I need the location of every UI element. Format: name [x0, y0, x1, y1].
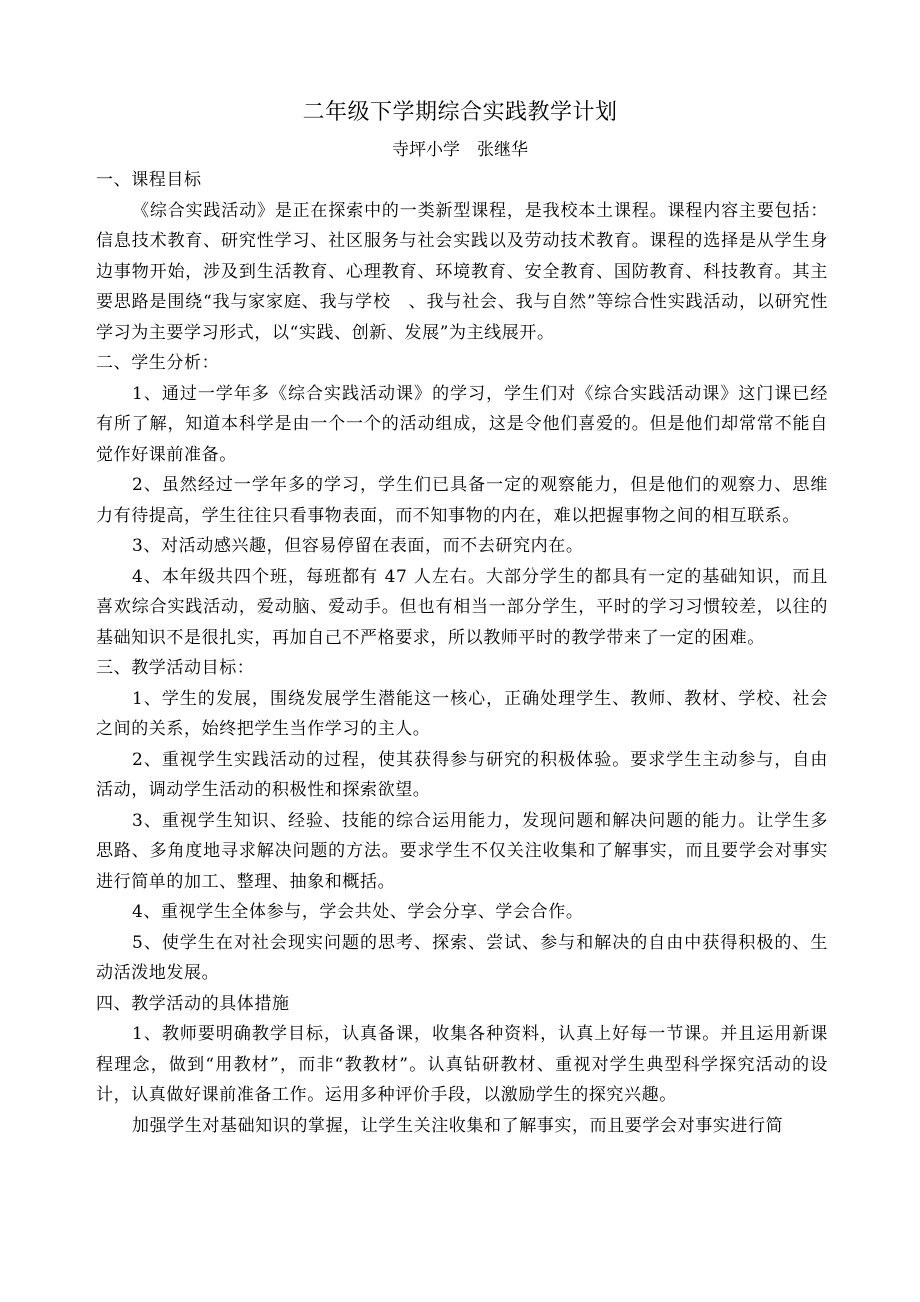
document-author: 寺坪小学 张继华 — [392, 140, 528, 160]
section-heading-student-analysis: 二、学生分析： — [96, 353, 220, 373]
paragraph: 4、本年级共四个班，每班都有 47 人左右。大部分学生的都具有一定的基础知识，而且喜欢综合实践活动，爱动脑、爱动手。但也有相当一部分学生，平时的学习习惯较差，以往的基础知识不是很扎实，再加自己不严格要求，所以教师平时的教学带来了一定的困难。 — [96, 566, 828, 648]
paragraph: 4、重视学生全体参与，学会共处、学会分享、学会合作。 — [132, 902, 584, 922]
paragraph: 1、通过一学年多《综合实践活动课》的学习，学生们对《综合实践活动课》这门课已经有所了解，知道本科学是由一个一个的活动组成，这是令他们喜爱的。但是他们却常常不能自觉作好课前准备。 — [96, 383, 828, 465]
section-heading-goals: 一、课程目标 — [96, 170, 202, 190]
paragraph: 1、教师要明确教学目标，认真备课，收集各种资料，认真上好每一节课。并且运用新课程理念，做到“用教材”，而非“教教材”。认真钻研教材、重视对学生典型科学探究活动的设计，认真做好课前准备工作。运用多种评价手段，以激励学生的探究兴趣。 — [96, 1024, 828, 1105]
document-title: 二年级下学期综合实践教学计划 — [302, 100, 618, 125]
paragraph: 2、虽然经过一学年多的学习，学生们已具备一定的观察能力，但是他们的观察力、思维力有待提高，学生往往只看事物表面，而不知事物的内在，难以把握事物之间的相互联系。 — [96, 475, 828, 526]
section-heading-measures: 四、教学活动的具体措施 — [96, 993, 290, 1014]
paragraph: 5、使学生在对社会现实问题的思考、探索、尝试、参与和解决的自由中获得积极的、生动活泼地发展。 — [96, 932, 828, 983]
document-body — [96, 165, 828, 1141]
paragraph: 3、对活动感兴趣，但容易停留在表面，而不去研究内在。 — [132, 536, 584, 556]
paragraph: 加强学生对基础知识的掌握，让学生关注收集和了解事实，而且要学会对事实进行简 — [132, 1115, 784, 1136]
paragraph: 2、重视学生实践活动的过程，使其获得参与研究的积极体验。要求学生主动参与，自由活动，调动学生活动的积极性和探索欲望。 — [96, 749, 828, 800]
paragraph: 1、学生的发展，围绕发展学生潜能这一核心，正确处理学生、教师、教材、学校、社会之间的关系，始终把学生当作学习的主人。 — [96, 688, 828, 739]
paragraph: 《综合实践活动》是正在探索中的一类新型课程，是我校本土课程。课程内容主要包括：信息技术教育、研究性学习、社区服务与社会实践以及劳动技术教育。课程的选择是从学生身边事物开始，涉及到生活教育、心理教育、环境教育、安全教育、国防教育、科技教育。其主要思路是围绕“我与家家庭、我与学校 、我与社会、我与自然”等综合性实践活动，以研究性学习为主要学习形式，以“实践、创新、发展”为主线展开。 — [96, 200, 828, 343]
section-heading-activity-goals: 三、教学活动目标： — [96, 658, 255, 678]
paragraph: 3、重视学生知识、经验、技能的综合运用能力，发现问题和解决问题的能力。让学生多思路、多角度地寻求解决问题的方法。要求学生不仅关注收集和了解事实，而且要学会对事实进行简单的加工、整理、抽象和概括。 — [96, 810, 828, 892]
